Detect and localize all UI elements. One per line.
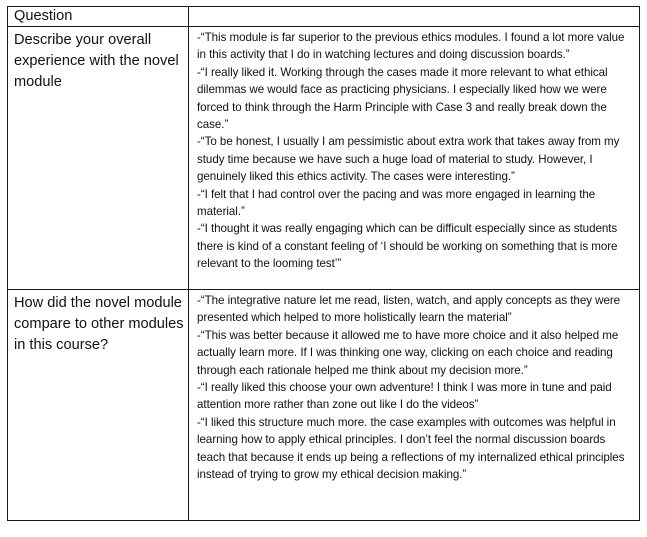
response-item: -“I thought it was really engaging which can be difficult especially since as students there is kind of a constant feeling of ‘I should be working on something that is more relevant to the looming test’” [197,222,618,271]
question-text: How did the novel module compare to other modules in this course? [14,295,184,353]
response-item: -“To be honest, I usually I am pessimistic about extra work that takes away from my study time because we have such a huge load of material to study. However, I genuinely liked this ethics activity. The cases were interesting.” [197,135,620,184]
response-item: -“I really liked this choose your own adventure! I think I was more in tune and paid attention more rather than zone out like I do the videos” [197,381,612,412]
question-cell [8,290,189,521]
header-cell-question [8,7,189,27]
response-item: -“I really liked it. Working through the cases made it more relevant to what ethical dilemmas we would face as practicing physicians. I especially liked how we were forced to think through the Harm Principle with Case 3 and really break down the case.” [197,65,608,132]
response-item: -“The integrative nature let me read, listen, watch, and apply concepts as they were presented which helped to more holistically learn the material” [197,294,621,325]
response-item: -“This was better because it allowed me to have more choice and it also helped me actually learn more. If I was thinking one way, clicking on each choice and reading through each rationale helped me think about my decision more.” [197,328,619,377]
question-text: Describe your overall experience with the novel module [14,32,179,90]
response-item: -“I liked this structure much more. the case examples with outcomes was helpful in learning how to apply ethical principles. I don’t feel the normal discussion boards teach that because it ends up being a reflections of my internalized ethical principles instead of trying to grow my ethical decision making.” [197,415,625,482]
header-cell-responses [189,7,640,27]
table-row [8,27,640,290]
header-question-label: Question [14,8,73,24]
survey-responses-table [7,6,640,521]
responses-list [189,27,639,273]
table-header-row [8,7,640,27]
responses-cell [189,27,640,290]
responses-list [189,290,639,483]
response-item: -“I felt that I had control over the pacing and was more engaged in learning the material.” [197,187,596,219]
responses-cell [189,290,640,521]
response-item: -“This module is far superior to the previous ethics modules. I found a lot more value in this activity that I do in watching lectures and doing discussion boards.” [197,31,625,62]
question-cell [8,27,189,290]
table-row [8,290,640,521]
